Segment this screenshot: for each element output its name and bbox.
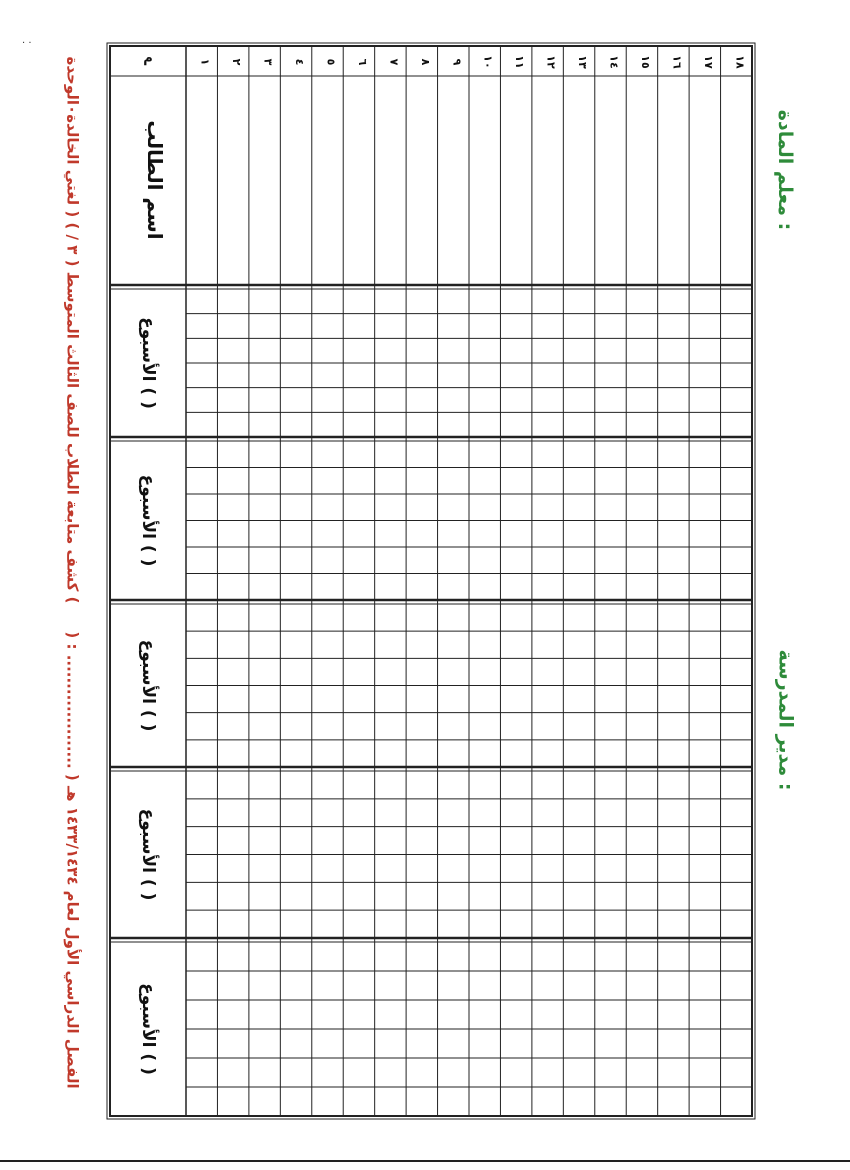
student-name-header: اسم الطالب — [143, 120, 167, 240]
table-outer-border — [110, 46, 752, 1116]
row-number: ٩ — [450, 58, 464, 66]
row-number: ٧ — [387, 58, 401, 66]
row-number: ١٣ — [576, 55, 590, 69]
row-number: ٨ — [418, 58, 432, 66]
row-number: ٦ — [355, 58, 369, 66]
page-title: كشف متابعة الطلاب للصف الثالث المتوسط ( ٣ / ) ( لغتي الخالدة٠الوحدة ( — [62, 56, 81, 604]
row-number: ١٨ — [733, 55, 747, 69]
row-number: ١٠ — [481, 55, 495, 69]
week-label: الأسبوع ( ) — [138, 474, 158, 567]
row-number: ٣ — [261, 58, 275, 66]
row-number: ١١ — [513, 55, 527, 69]
row-number: ٢ — [230, 58, 244, 66]
week-label: الأسبوع ( ) — [138, 808, 158, 901]
row-number: ١٦ — [670, 55, 684, 69]
page-bottom-border — [0, 1160, 850, 1162]
row-number: ٤ — [293, 58, 307, 66]
row-number: ١٤ — [607, 55, 621, 69]
row-number: ١٢ — [544, 55, 558, 69]
row-number: ١٧ — [701, 55, 715, 69]
scan-speck: · · — [22, 38, 32, 49]
row-number-header: م — [143, 51, 153, 66]
teacher-signature-label: معلم المادة : — [774, 109, 797, 231]
page-subtitle: ) : .................... ) الفصل الدراسي الأول لعام ١٤٣٣/١٤٣٤ هـ — [63, 631, 82, 1089]
week-label: الأسبوع ( ) — [138, 639, 158, 732]
principal-signature-label: مدير المدرسة : — [774, 649, 797, 791]
week-label: الأسبوع ( ) — [138, 317, 158, 409]
row-number: ١ — [198, 58, 212, 66]
row-number: ٥ — [324, 58, 338, 66]
week-label: الأسبوع ( ) — [138, 983, 158, 1075]
row-number: ١٥ — [638, 55, 652, 69]
